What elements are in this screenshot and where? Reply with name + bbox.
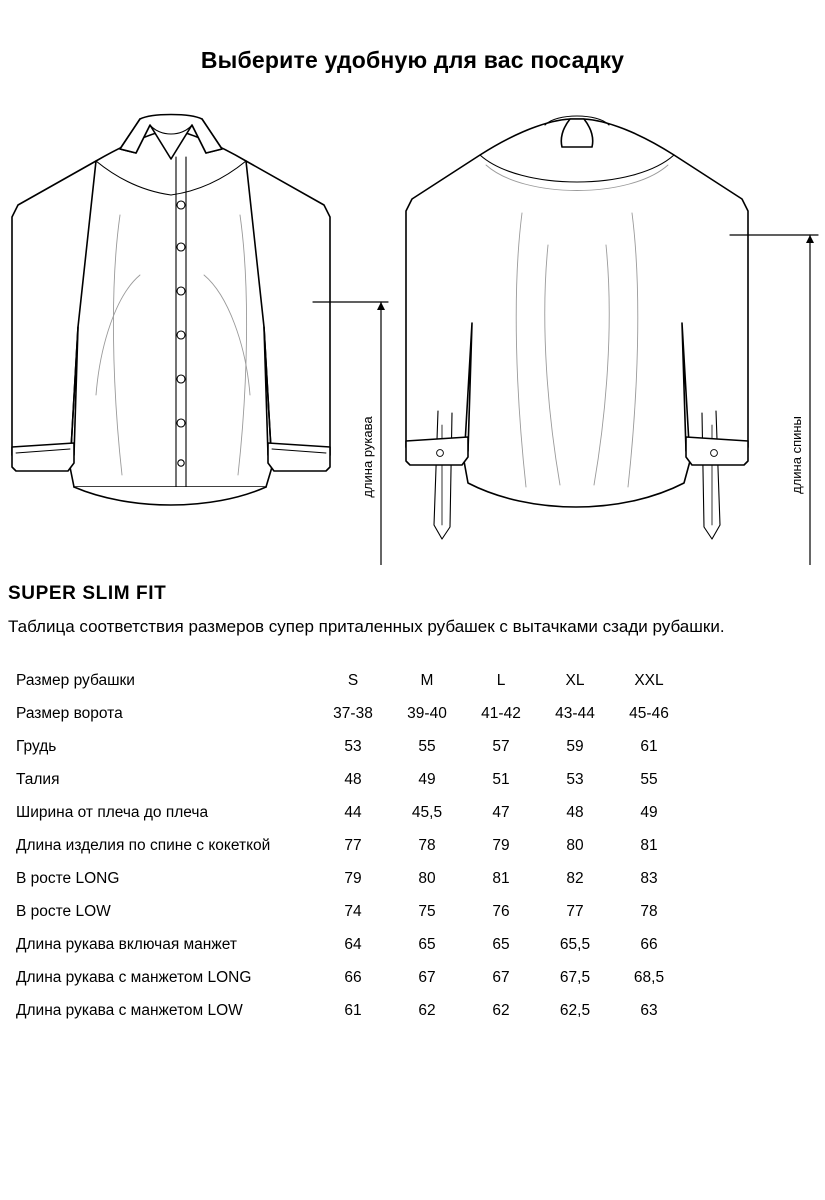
row-value: 41-42 bbox=[481, 705, 521, 723]
row-value: 47 bbox=[492, 804, 510, 822]
table-header-size-xl: XL bbox=[565, 672, 585, 690]
row-value: 65,5 bbox=[559, 936, 591, 954]
row-value: 81 bbox=[492, 870, 510, 888]
row-value: 45,5 bbox=[411, 804, 443, 822]
row-value: 77 bbox=[344, 837, 362, 855]
row-value: 78 bbox=[418, 837, 436, 855]
table-header-label: Размер рубашки bbox=[16, 672, 135, 690]
table-row bbox=[8, 830, 686, 863]
row-value: 44 bbox=[344, 804, 362, 822]
row-value: 39-40 bbox=[407, 705, 447, 723]
row-value: 37-38 bbox=[333, 705, 373, 723]
row-value: 59 bbox=[566, 738, 584, 756]
row-value: 68,5 bbox=[633, 969, 665, 987]
row-label: Ширина от плеча до плеча bbox=[16, 804, 209, 822]
row-value: 80 bbox=[566, 837, 584, 855]
row-value: 48 bbox=[566, 804, 584, 822]
row-value: 80 bbox=[418, 870, 436, 888]
fit-name: SUPER SLIM FIT bbox=[8, 583, 167, 605]
row-value: 49 bbox=[640, 804, 658, 822]
sleeve-length-label: длина рукава bbox=[360, 416, 375, 498]
shirt-diagrams bbox=[0, 95, 825, 565]
back-length-label: длина спины bbox=[789, 416, 804, 495]
row-value: 57 bbox=[492, 738, 510, 756]
row-value: 49 bbox=[418, 771, 436, 789]
table-row bbox=[8, 731, 686, 764]
row-label: Талия bbox=[16, 771, 60, 789]
row-value: 76 bbox=[492, 903, 510, 921]
row-value: 43-44 bbox=[555, 705, 595, 723]
table-row bbox=[8, 797, 686, 830]
table-row bbox=[8, 863, 686, 896]
shirt-front-illustration bbox=[12, 115, 330, 506]
table-row bbox=[8, 698, 686, 731]
row-value: 51 bbox=[492, 771, 510, 789]
row-value: 83 bbox=[640, 870, 658, 888]
row-value: 67 bbox=[418, 969, 436, 987]
row-label: Грудь bbox=[16, 738, 57, 756]
row-value: 81 bbox=[640, 837, 658, 855]
row-label: Размер ворота bbox=[16, 705, 123, 723]
row-label: Длина изделия по спине с кокеткой bbox=[16, 837, 271, 855]
table-row bbox=[8, 764, 686, 797]
row-value: 79 bbox=[492, 837, 510, 855]
row-value: 74 bbox=[344, 903, 362, 921]
row-value: 53 bbox=[566, 771, 584, 789]
row-value: 55 bbox=[418, 738, 436, 756]
row-label: Длина рукава с манжетом LOW bbox=[16, 1002, 243, 1020]
table-header-row bbox=[8, 665, 686, 698]
row-value: 79 bbox=[344, 870, 362, 888]
row-value: 53 bbox=[344, 738, 362, 756]
row-value: 67,5 bbox=[559, 969, 591, 987]
row-label: Длина рукава с манжетом LONG bbox=[16, 969, 252, 987]
page-title: Выберите удобную для вас посадку bbox=[200, 47, 625, 73]
row-value: 78 bbox=[640, 903, 658, 921]
table-header-size-s: S bbox=[347, 672, 359, 690]
table-header-size-xxl: XXL bbox=[634, 672, 664, 690]
row-value: 48 bbox=[344, 771, 362, 789]
fit-info bbox=[0, 583, 825, 1028]
row-value: 77 bbox=[566, 903, 584, 921]
row-value: 61 bbox=[640, 738, 658, 756]
table-row bbox=[8, 896, 686, 929]
row-value: 62,5 bbox=[559, 1002, 591, 1020]
row-value: 63 bbox=[640, 1002, 658, 1020]
row-value: 66 bbox=[344, 969, 362, 987]
row-value: 65 bbox=[492, 936, 510, 954]
row-value: 61 bbox=[344, 1002, 362, 1020]
row-value: 66 bbox=[640, 936, 658, 954]
row-label: В росте LOW bbox=[16, 903, 111, 921]
size-table bbox=[8, 665, 686, 1028]
row-label: В росте LONG bbox=[16, 870, 120, 888]
row-value: 55 bbox=[640, 771, 658, 789]
table-row bbox=[8, 995, 686, 1028]
shirt-diagram-svg bbox=[0, 95, 825, 565]
shirt-back-illustration bbox=[406, 116, 748, 539]
table-header-size-l: L bbox=[496, 672, 506, 690]
fit-description: Таблица соответствия размеров супер приталенных рубашек с вытачками сзади рубашки. bbox=[8, 617, 725, 637]
row-value: 45-46 bbox=[629, 705, 669, 723]
row-value: 82 bbox=[566, 870, 584, 888]
row-value: 62 bbox=[492, 1002, 510, 1020]
row-value: 64 bbox=[344, 936, 362, 954]
row-label: Длина рукава включая манжет bbox=[16, 936, 237, 954]
table-row bbox=[8, 962, 686, 995]
row-value: 67 bbox=[492, 969, 510, 987]
row-value: 62 bbox=[418, 1002, 436, 1020]
row-value: 75 bbox=[418, 903, 436, 921]
table-row bbox=[8, 929, 686, 962]
table-header-size-m: M bbox=[420, 672, 434, 690]
row-value: 65 bbox=[418, 936, 436, 954]
